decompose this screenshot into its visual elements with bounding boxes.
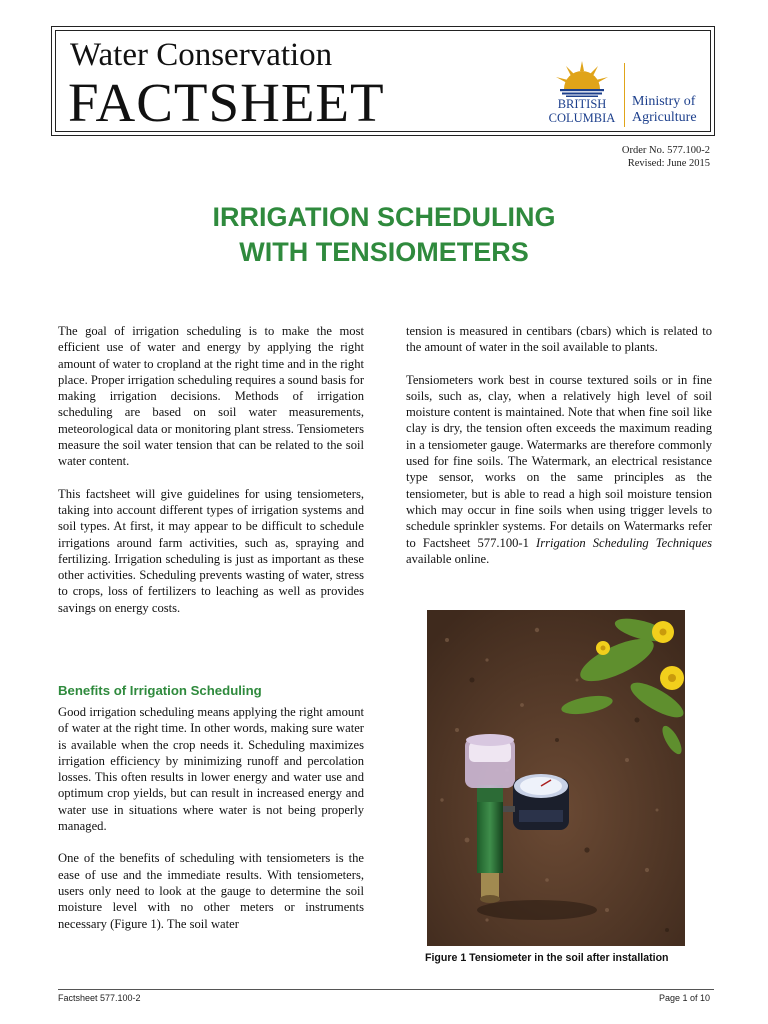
footer-divider bbox=[58, 989, 714, 990]
ministry-name bbox=[632, 94, 712, 126]
tensiometer-photo-illustration bbox=[427, 610, 685, 946]
intro-paragraph: The goal of irrigation scheduling is to make the most efficient use of water and energy by applying the right amount of water to cropland at the right time and in the right place. Proper irrigation scheduling requires a sound basis for making irrigation decisions. Methods of irrigation scheduling are based on soil water measurements, meteorological data or monitoring plant stress. Tensiometers measure the soil water tension that can be related to the soil water content. bbox=[58, 324, 365, 469]
bc-government-logo bbox=[546, 59, 696, 129]
tensiometer-photo bbox=[427, 610, 685, 946]
bc-wordmark-line2: COLUMBIA bbox=[548, 111, 616, 125]
soil-types-text-end: available online. bbox=[406, 551, 490, 566]
bc-wordmark bbox=[546, 97, 618, 125]
document-title-line2: WITH TENSIOMETERS bbox=[239, 237, 529, 267]
tension-paragraph: tension is measured in centibars (cbars) which is related to the amount of water in the soil available to plants. bbox=[406, 324, 712, 355]
left-column-intro bbox=[58, 323, 364, 616]
logo-divider bbox=[624, 63, 625, 127]
tensiometer-benefits-paragraph: One of the benefits of scheduling with tensiometers is the ease of use and the immediate results. With tensiometers, users only need to look at the gauge to determine the soil moisture level with no other meters or instruments necessary (Figure 1). The soil water bbox=[58, 851, 364, 931]
order-info bbox=[622, 144, 710, 170]
factsheet-title: FACTSHEET bbox=[68, 72, 385, 133]
series-title: Water Conservation bbox=[70, 37, 333, 73]
figure-caption: Figure 1 Tensiometer in the soil after installation bbox=[425, 952, 669, 964]
soil-types-paragraph bbox=[406, 372, 712, 568]
right-column bbox=[406, 323, 712, 567]
revised-date: Revised: June 2015 bbox=[627, 158, 710, 169]
ministry-line1: Ministry of bbox=[632, 94, 696, 109]
header-box bbox=[51, 26, 715, 136]
soil-types-text: Tensiometers work best in course textured soils or in fine soils, such as, clay, when a relatively high level of soil moisture content is maintained. Note that when fine soil like clay is dry, the tension often exceeds the maximum reading in a tensiometer gauge. Watermarks are therefore commonly used for fine soils. The Watermark, an electrical resistance type sensor, works on the same principles as the tensiometer, but is able to read a high soil moisture tension which may occur in fine soils when using trigger levels to schedule sprinkler systems. For details on Watermarks refer to Factsheet 577.100-1 bbox=[406, 372, 712, 550]
left-column-benefits bbox=[58, 704, 364, 932]
bc-wordmark-line1: BRITISH bbox=[557, 97, 607, 111]
bc-sun-icon bbox=[546, 59, 618, 97]
ministry-line2: Agriculture bbox=[632, 110, 697, 125]
footer-factsheet-number: Factsheet 577.100-2 bbox=[58, 993, 141, 1003]
document-title-line1: IRRIGATION SCHEDULING bbox=[212, 202, 556, 232]
guidelines-paragraph: This factsheet will give guidelines for using tensiometers, taking into account different types of irrigation systems and soil types. At first, it may appear to be difficult to schedule irrigations around farm activities, such as, spraying and fertilizing. Irrigation scheduling is just as important as these other activities. Scheduling prevents wasting of water, stress to crops, loss of fertilizers to leaching as well as provides savings on energy costs. bbox=[58, 486, 364, 615]
header-inner-frame bbox=[55, 30, 711, 132]
order-number: Order No. 577.100-2 bbox=[621, 145, 710, 156]
section-heading: Benefits of Irrigation Scheduling bbox=[58, 683, 262, 698]
referenced-factsheet-title: Irrigation Scheduling Techniques bbox=[536, 535, 712, 550]
footer-page-number: Page 1 of 10 bbox=[658, 993, 710, 1003]
benefits-paragraph: Good irrigation scheduling means applying the right amount of water at the right time. In other words, making sure water is available when the crop needs it. Scheduling maximizes irrigation efficiency by minimizing runoff and percolation losses. This often results in lower energy and water use and optimum crop yields, but can result in increased energy and water use in situations where water is not being properly managed. bbox=[58, 705, 364, 834]
document-title bbox=[0, 200, 768, 270]
